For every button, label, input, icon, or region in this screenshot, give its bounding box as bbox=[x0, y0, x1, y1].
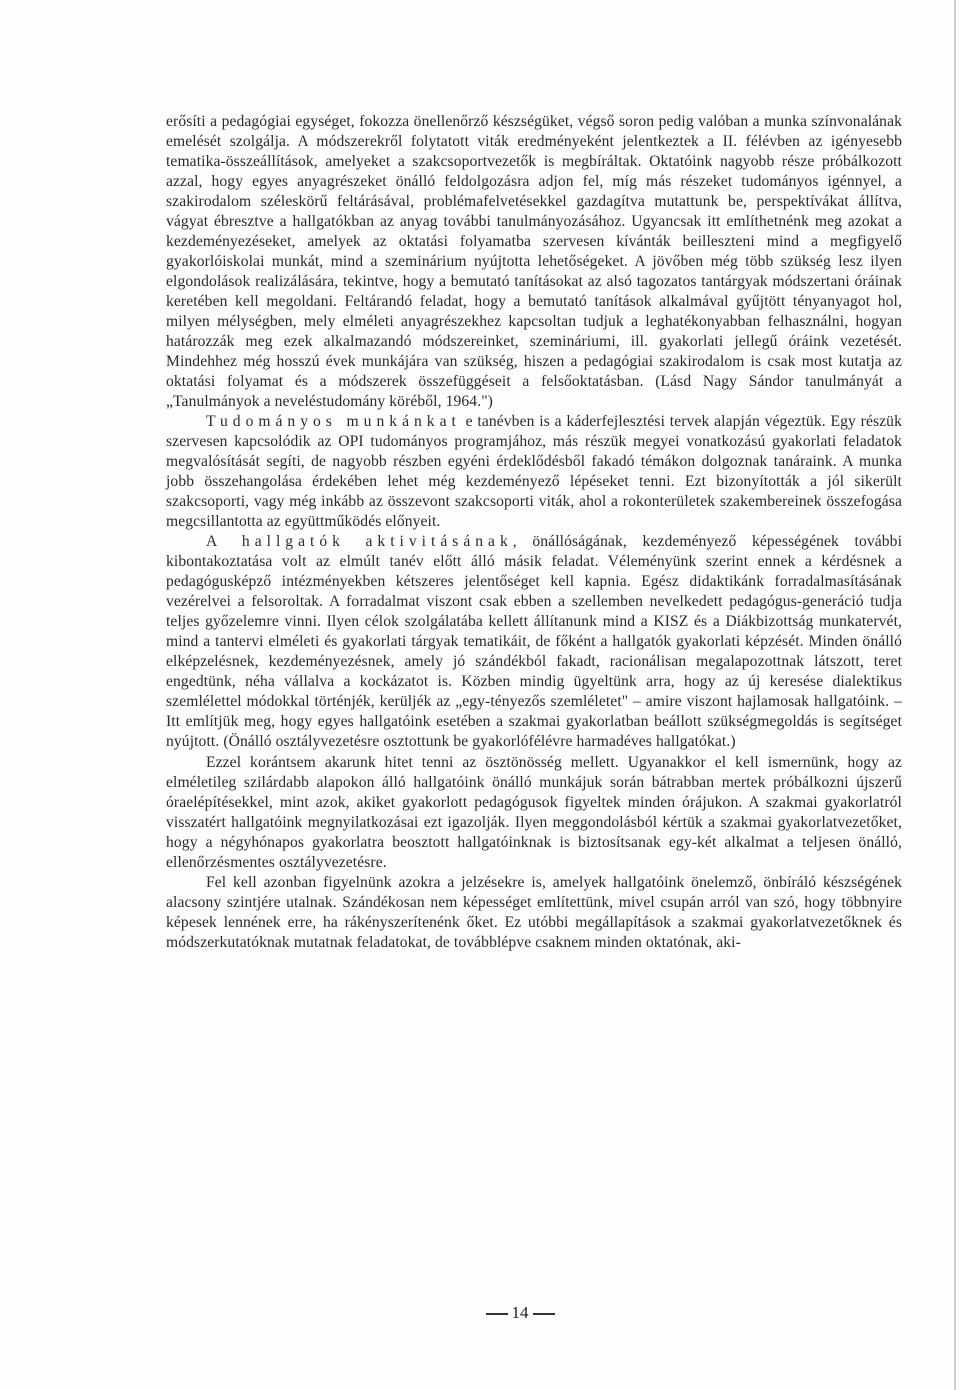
paragraph-text: , önállóságának, kezdeményező képességének további kibontakoztatása volt az elmúlt tanév előtt álló másik feladat. Véleményünk szerint ennek a kérdésnek a pedagógusképző intézményekben kétszeres jelentőséget kell kapnia. Egész didaktikánk forradalmasításának vezérelvei a felsoroltak. A forradalmat viszont csak ebben a szellemben nevelkedett pedagógus-generáció tudja teljes győzelemre vinni. Ilyen célok szolgálatába kellett állítanunk mind a KISZ és a Diákbizottság munkatervét, mind a tantervi elméleti és gyakorlati tárgyak tematikáit, de főként a hallgatók gyakorlati képzését. Minden önálló elképzelésnek, kezdeményezésnek, amely jó szándékból fakadt, racionálisan megalapozottnak látszott, teret engedtünk, néha vállalva a kockázatot is. Közben mindig ügyeltünk arra, hogy az új keresése dialektikus szemlélettel módokkal történjék, kerüljék az „egy-tényezős szemléletet" – amire viszont hajlamosak hallgatóink. – Itt említjük meg, hogy egyes hallgatóink esetében a szakmai gyakorlatban beállott szükségmegoldás is segítséget nyújtott. (Önálló osztályvezetésre osztottunk be gyakorlófélévre harmadéves hallgatókat.) bbox=[166, 533, 903, 751]
page-edge-line bbox=[954, 0, 956, 1390]
paragraph bbox=[166, 112, 902, 412]
paragraph-text: erősíti a pedagógiai egységet, fokozza önellenőrző készségüket, végső soron pedig valóban a munka színvonalának emelését szolgálja. A módszerekről folytatott viták eredményeként jelentkeztek a II. félévben az igényesebb tematika-összeállítások, amelyeket a szakcsoportvezetők is megbíráltak. Oktatóink nagyobb része próbálkozott azzal, hogy egyes anyagrészeket önálló feldolgozásra adjon fel, míg más részeket tudományos igénnyel, a szakirodalom széleskörű feltárásával, problémafelvetésekkel gazdagítva mutattunk be, perspektívákat állítva, vágyat ébresztve a hallgatókban az anyag további tanulmányozásához. Ugyancsak itt említhetnénk meg azokat a kezdeményezéseket, amelyek az oktatási folyamatba szervesen kívánták beilleszteni mind a megfigyelő gyakorlóiskolai munkát, mind a szeminárium nyújtotta lehetőségeket. A jövőben még több szükség lesz ilyen elgondolások realizálására, tekintve, hogy a bemutató tanításokat az alsó tagozatos tantárgyak módszertani óráinak keretében kell megoldani. Feltárandó feladat, hogy a bemutató tanítások alkalmával gyűjtött tényanyagot hol, milyen mélységben, mely elméleti anyagrészekhez kapcsoltan tudjuk a leghatékonyabban felhasználni, hogyan határozzák meg ezek alkalmazandó módszereinket, szemináriumi, ill. gyakorlati jellegű óráink vezetését. Mindehhez még hosszú évek munkájára van szükség, hiszen a pedagógiai szakirodalom is csak most kutatja az oktatási folyamat és a módszerek összefüggéseit a felsőoktatásban. (Lásd Nagy Sándor tanulmányát a „Tanulmányok a neveléstudomány köréből, 1964.") bbox=[166, 113, 902, 411]
page-number-dash-right bbox=[533, 1313, 555, 1315]
page-number bbox=[0, 1303, 960, 1323]
paragraph bbox=[166, 753, 902, 873]
emphasized-heading: A hallgatók aktivitásának bbox=[206, 533, 513, 551]
paragraph bbox=[166, 873, 902, 953]
paragraph-text: e tanévben is a káderfejlesztési tervek alapján végeztük. Egy részük szervesen kapcsolódik az OPI tudományos programjához, más részük megyei vonatkozású gyakorlati feladatok megvalósítását segíti, de nagyobb részben egyéni érdeklődésből fakadó témákon dolgoznak tanáraink. A munka jobb összehangolása érdekében lehet még kezdeményező lépéseket tenni. Ezt bizonyították a jól sikerült szakcsoporti, vagy még inkább az összevont szakcsoporti viták, ahol a rokonterületek szakembereinek összefogása megcsillantotta az együttműködés előnyeit. bbox=[166, 413, 902, 531]
paragraph-text: Ezzel korántsem akarunk hitet tenni az ösztönösség mellett. Ugyanakkor el kell ismernünk, hogy az elméletileg szilárdabb alapokon álló hallgatóink önálló munkájuk során bátrabban mertek próbálkozni újszerű óraelépítésekkel, mint azok, akiket gyakorlott pedagógusok figyeltek minden órájukon. A szakmai gyakorlatról visszatért hallgatóink megnyilatkozásai ezt igazolják. Ilyen meggondolásból kértük a szakmai gyakorlatvezetőket, hogy a négyhónapos gyakorlatra beosztott hallgatóinknak is biztosítsanak egy-két alkalmat a teljesen önálló, ellenőrzésmentes osztályvezetésre. bbox=[166, 753, 902, 871]
body-text bbox=[166, 112, 902, 953]
paragraph bbox=[166, 532, 902, 752]
emphasized-heading: Tudományos munkánkat bbox=[206, 413, 461, 431]
paragraph bbox=[166, 412, 902, 532]
paragraph-text: Fel kell azonban figyelnünk azokra a jelzésekre is, amelyek hallgatóink önelemző, önbíráló készségének alacsony szintjére utalnak. Szándékosan nem képességet említettünk, mivel csupán arról van szó, hogy többnyire képesek lennének erre, ha rákényszerítenénk őket. Ez utóbbi megállapítások a szakmai gyakorlatvezetőknek és módszerkutatóknak mutatnak feladatokat, de továbblépve csaknem minden oktatónak, aki- bbox=[166, 873, 902, 951]
page-number-value: 14 bbox=[511, 1303, 529, 1322]
page-number-dash-left bbox=[486, 1313, 508, 1315]
